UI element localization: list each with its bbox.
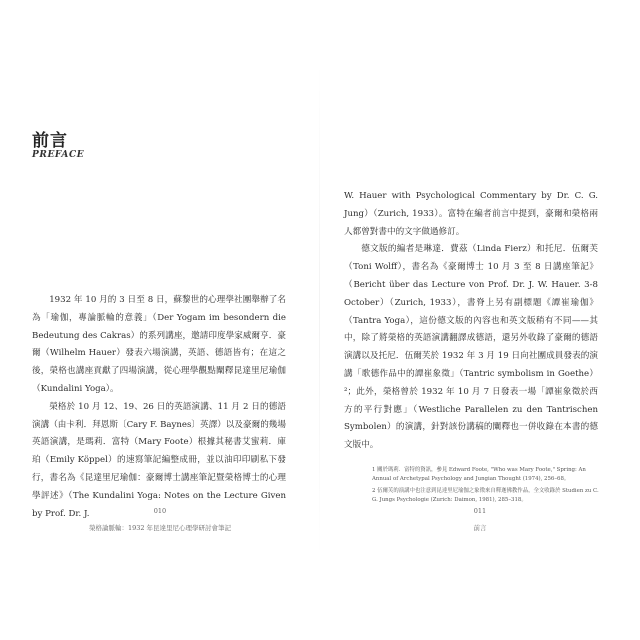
paragraph: 德文版的編者是琳達．費茲（Linda Fierz）和托尼．伍爾芙（Toni Wolff），書名為《豪爾博士 10 月 3 至 8 日講座筆記》（Bericht über das Lecture von Prof. Dr. J. W. Hauer. 3-8 October）（Zurich, 1933），書脊上另有副標題《譚崔瑜伽》（Tantra Yoga），這份德文版的內容也和英文版稍有不同——其中，除了將榮格的英語演講翻譯成德語，還另外收錄了豪爾的德語演講以及托尼．伍爾芙於 1932 年 3 月 19 日向社團成員發表的演講「歌德作品中的譚崔象徵」（Tantric symbolism in Goethe）²；此外，榮格曾於 1932 年 10 月 7 日發表一場「譚崔象徵於西方的平行對應」（Westliche Parallelen zu den Tantrischen Symbolen）的演講，針對該份講稿的闡釋也一併收錄在本書的德文版中。 [344, 244, 598, 451]
page-number-right: 011 [473, 507, 487, 515]
paragraph: 1932 年 10 月的 3 日至 8 日，蘇黎世的心理學社團舉辦了名為「瑜伽，專論脈輪的意義」（Der Yogam im besondern die Bedeutung des Cakras）的系列講座，邀請印度學家威爾亨．豪爾（Wilhelm Hauer）發表六場演講，英語、德語皆有；在這之後，榮格也講座貢獻了四場演講，從心理學觀點闡釋昆達里尼瑜伽（Kundalini Yoga）。 [32, 295, 286, 394]
chapter-subtitle: PREFACE [32, 150, 85, 160]
chapter-title: 前言 [32, 131, 68, 151]
paragraph: 榮格於 10 月 12、19、26 日的英語演講、11 月 2 日的德語演講（由卡利．拜恩斯〔Cary F. Baynes〕英譯）以及豪爾的幾場英語演講，是瑪莉．富特（Mary Foote）根據其秘書艾蜜莉．庫珀（Emily Köppel）的速寫筆記編整成冊，並以油印印刷私下發行，書名為《昆達里尼瑜伽：豪爾博士講座筆記暨榮格博士的心理學評述》（The Kundalini Yoga: Notes on the Lecture Given by Prof. Dr. J. [32, 401, 286, 519]
running-head-right: 前言 [473, 524, 487, 532]
footnote: 2 伍爾芙的演講中也注意到昆達里尼瑜伽之象徵來自釋迦佛教作品，全文收錄於 Studien zu C. G. Jungs Psychologie (Zurich: Daimon, 1981), 285–318。 [372, 488, 599, 503]
right-page [320, 0, 640, 640]
footnote: 1 關於瑪莉．富特的資訊，參見 Edward Foote, "Who was Mary Foote," Spring: An Annual of Archetypal Psychology and Jungian Thought (1974), 256–68。 [372, 467, 586, 482]
right-body-text [344, 188, 598, 455]
footnotes [372, 466, 602, 508]
running-head-left: 榮格論脈輪：1932 年昆達里尼心理學研討會筆記 [88, 524, 232, 532]
left-body-text [32, 292, 286, 523]
paragraph: W. Hauer with Psychological Commentary by Dr. C. G. Jung）（Zurich, 1933）。富特在編者前言中提到，豪爾和榮格兩人都曾對書中的文字做過修訂。 [344, 191, 598, 237]
page-number-left: 010 [153, 507, 167, 515]
